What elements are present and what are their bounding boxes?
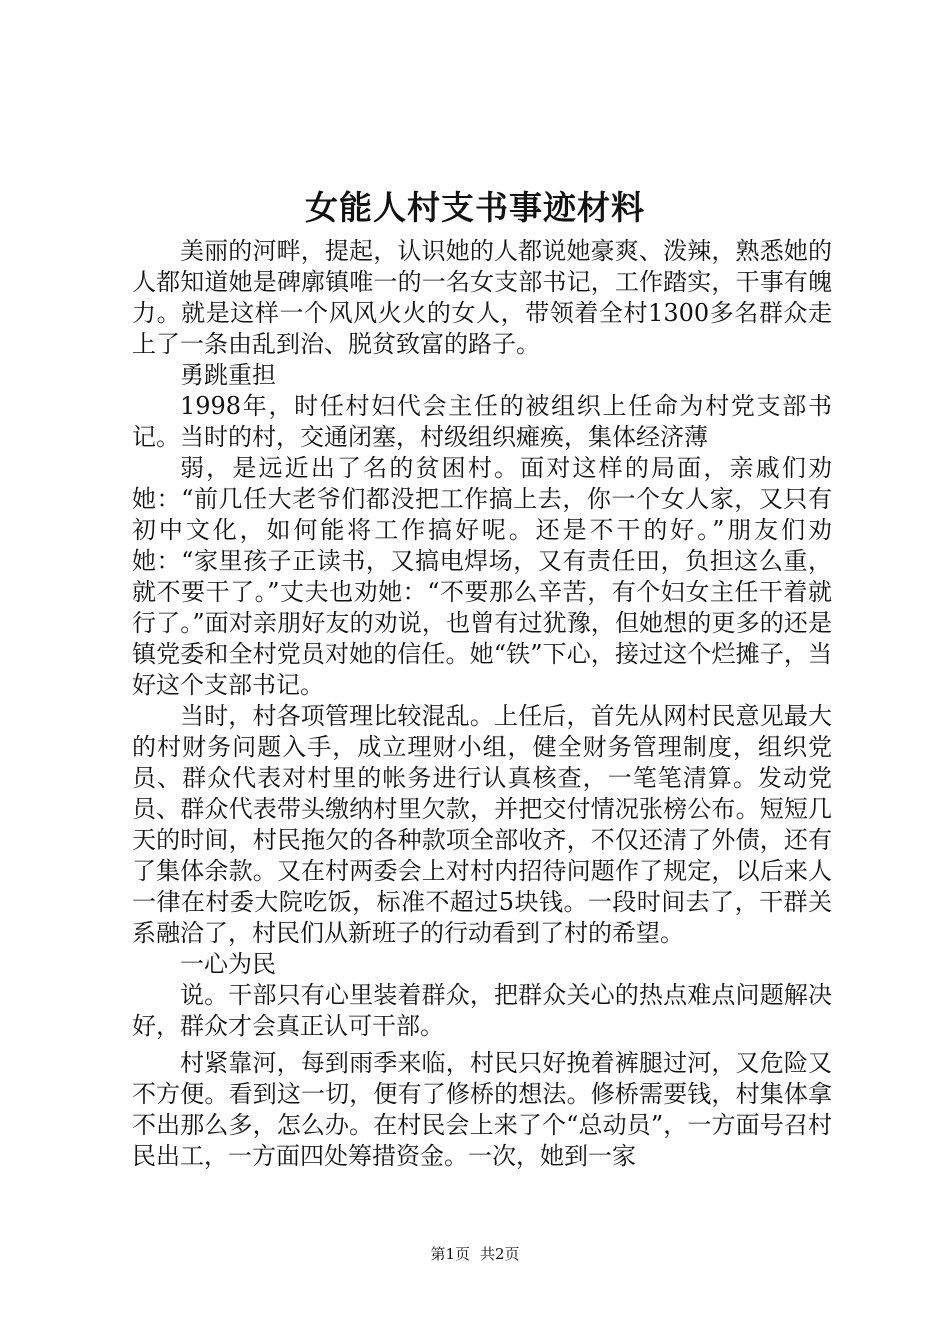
paragraph-intro: 美丽的河畔，提起，认识她的人都说她豪爽、泼辣，熟悉她的人都知道她是碑廓镇唯一的一名女支部书记，工作踏实，干事有魄力。就是这样一个风风火火的女人，带领着全村1300多名群众走上了一条由乱到治、脱贫致富的路子。: [132, 237, 832, 358]
page-number: 第1页: [430, 1245, 470, 1263]
section-heading-yongtiao: 勇跳重担: [180, 361, 276, 389]
page-footer: [0, 1244, 950, 1264]
paragraph-relatives-advice: 弱，是远近出了名的贫困村。面对这样的局面，亲戚们劝她：“前几任大老爷们都没把工作搞上去，你一个女人家，又只有初中文化，如何能将工作搞好呢。还是不干的好。”朋友们劝她：“家里孩子正读书，又搞电焊场，又有责任田，负担这么重，就不要干了。”丈夫也劝她：“不要那么辛苦，有个妇女主任干着就行了。”面对亲朋好友的劝说，也曾有过犹豫，但她想的更多的还是镇党委和全村党员对她的信任。她“铁”下心，接过这个烂摊子，当好这个支部书记。: [132, 454, 832, 699]
paragraph-bridge: 村紧靠河，每到雨季来临，村民只好挽着裤腿过河，又危险又不方便。看到这一切，便有了修桥的想法。修桥需要钱，村集体拿不出那么多，怎么办。在村民会上来了个“总动员”，一方面号召村民出工，一方面四处筹措资金。一次，她到一家: [132, 1049, 832, 1170]
page-total: 共2页: [480, 1245, 520, 1263]
section-heading-yixin: 一心为民: [180, 950, 276, 978]
document-title: 女能人村支书事迹材料: [305, 188, 645, 227]
paragraph-1998: 1998年，时任村妇代会主任的被组织上任命为村党支部书记。当时的村，交通闭塞，村级组织瘫痪，集体经济薄: [132, 392, 832, 451]
document-body: [132, 236, 832, 1172]
paragraph-management: 当时，村各项管理比较混乱。上任后，首先从网村民意见最大的村财务问题入手，成立理财小组，健全财务管理制度，组织党员、群众代表对村里的帐务进行认真核查，一笔笔清算。发动党员、群众代表带头缴纳村里欠款，并把交付情况张榜公布。短短几天的时间，村民拖欠的各种款项全部收齐，不仅还清了外债，还有了集体余款。又在村两委会上对村内招待问题作了规定，以后来人一律在村委大院吃饭，标准不超过5块钱。一段时间去了，干群关系融洽了，村民们从新班子的行动看到了村的希望。: [132, 702, 832, 947]
paragraph-cadres: 说。干部只有心里装着群众，把群众关心的热点难点问题解决好，群众才会真正认可干部。: [132, 981, 832, 1040]
